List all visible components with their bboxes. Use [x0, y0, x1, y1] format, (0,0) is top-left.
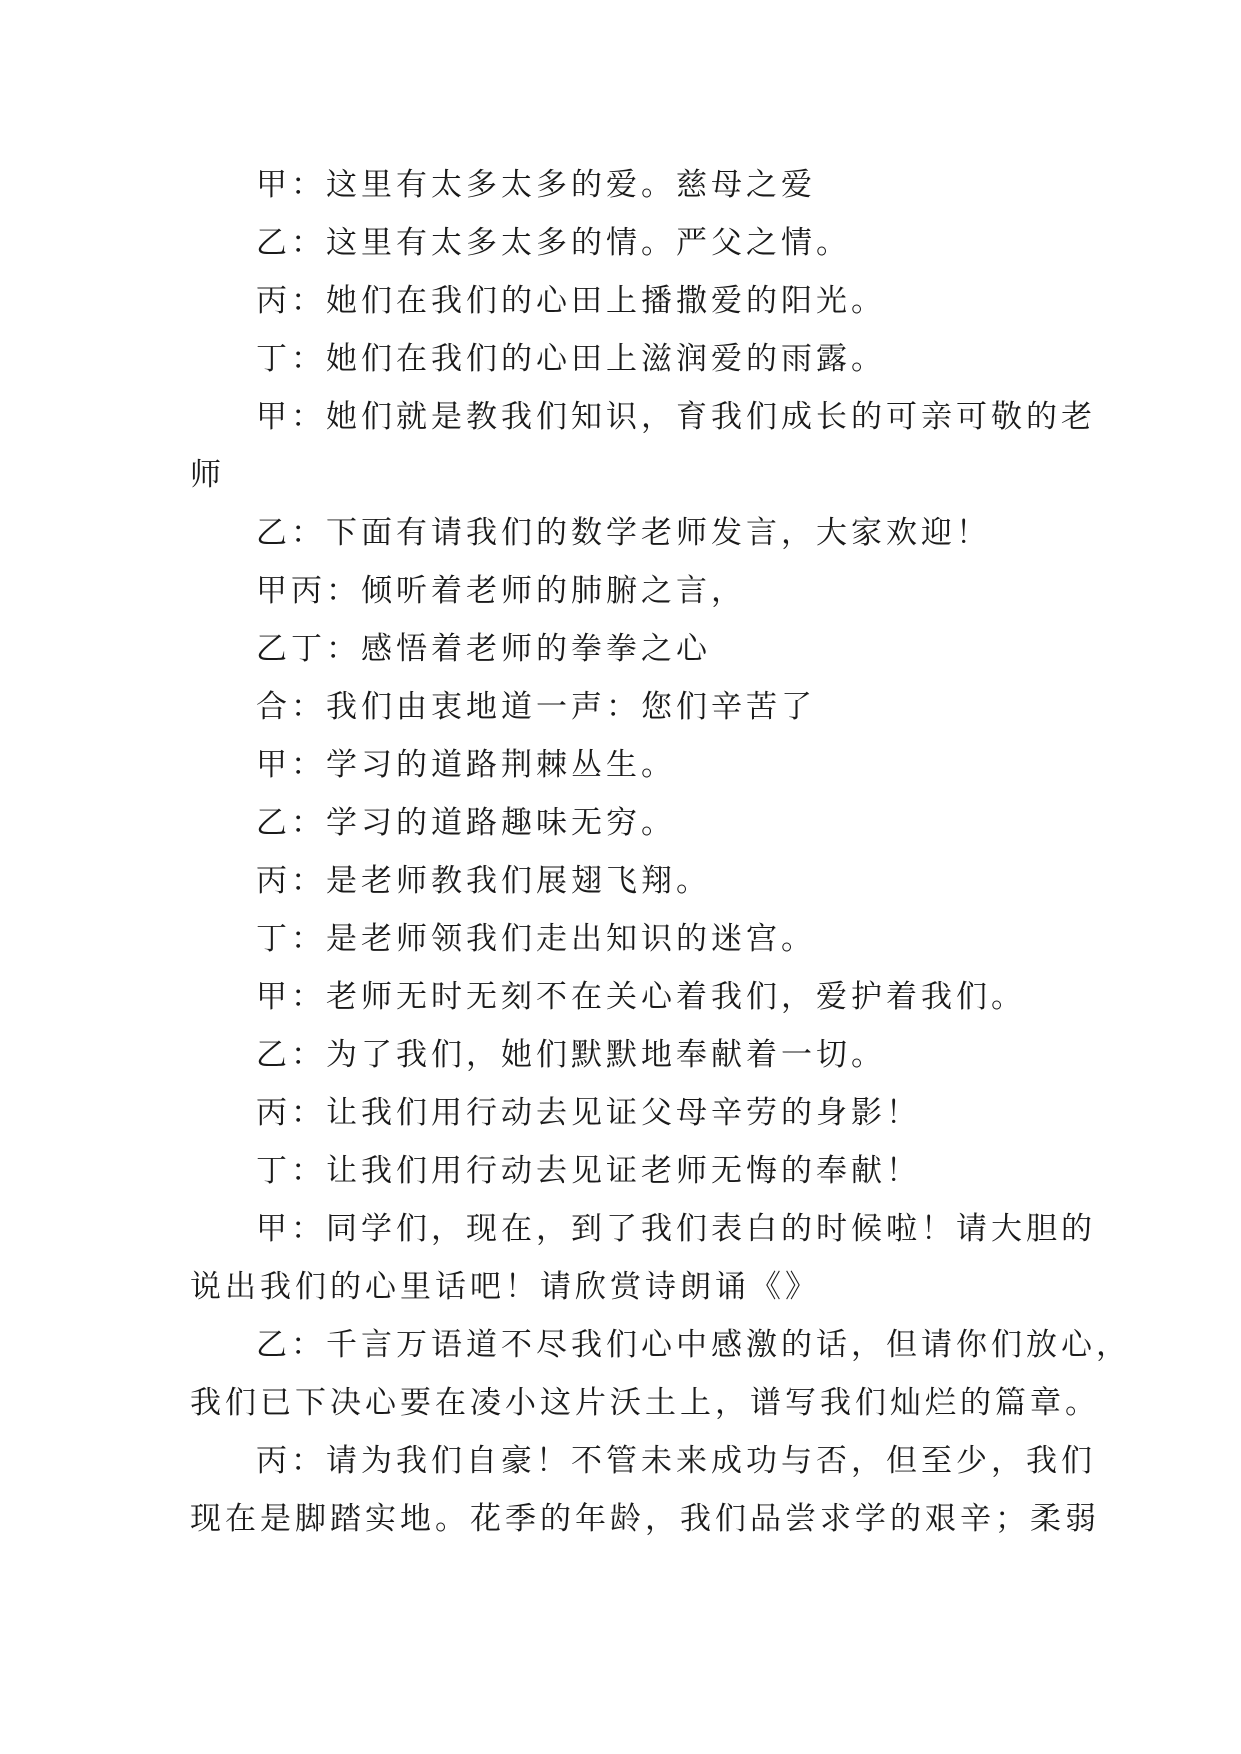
dialogue-line [190, 852, 1052, 910]
line-text: 甲：这里有太多太多的爱。慈母之爱 [256, 167, 816, 203]
line-text: 丙：是老师教我们展翅飞翔。 [256, 863, 711, 899]
line-text: 乙：下面有请我们的数学老师发言，大家欢迎！ [256, 515, 991, 551]
line-continuation: 我们已下决心要在凌小这片沃土上，谱写我们灿烂的篇章。 [190, 1385, 1100, 1421]
line-text: 甲：老师无时无刻不在关心着我们，爱护着我们。 [256, 979, 1026, 1015]
dialogue-line [190, 1026, 1052, 1084]
dialogue-line [190, 1316, 1131, 1432]
line-text: 丙：让我们用行动去见证父母辛劳的身影！ [256, 1095, 921, 1131]
dialogue-line [190, 910, 1052, 968]
dialogue-line [190, 736, 1052, 794]
dialogue-line [190, 1432, 1100, 1548]
dialogue-line [190, 968, 1052, 1026]
line-text: 丙：请为我们自豪！不管未来成功与否，但至少，我们 [256, 1443, 1096, 1479]
line-text: 丙：她们在我们的心田上播撒爱的阳光。 [256, 283, 886, 319]
dialogue-line [190, 620, 1052, 678]
dialogue-line [190, 214, 1052, 272]
document-body [190, 156, 1131, 1548]
line-text: 甲丙：倾听着老师的肺腑之言， [256, 573, 746, 609]
line-text: 甲：她们就是教我们知识，育我们成长的可亲可敬的老 [256, 399, 1096, 435]
dialogue-line [190, 1142, 1052, 1200]
dialogue-line [190, 1200, 1096, 1316]
dialogue-line [190, 504, 1052, 562]
line-text: 乙：为了我们，她们默默地奉献着一切。 [256, 1037, 886, 1073]
line-text: 乙：千言万语道不尽我们心中感激的话，但请你们放心， [256, 1327, 1131, 1363]
line-text: 乙：这里有太多太多的情。严父之情。 [256, 225, 851, 261]
line-text: 丁：让我们用行动去见证老师无悔的奉献！ [256, 1153, 921, 1189]
line-continuation: 现在是脚踏实地。花季的年龄，我们品尝求学的艰辛；柔弱 [190, 1501, 1100, 1537]
line-text: 甲：同学们，现在，到了我们表白的时候啦！请大胆的 [256, 1211, 1096, 1247]
dialogue-line [190, 156, 1052, 214]
line-continuation: 师 [190, 457, 225, 493]
line-text: 丁：她们在我们的心田上滋润爱的雨露。 [256, 341, 886, 377]
dialogue-line [190, 272, 1052, 330]
dialogue-line [190, 1084, 1052, 1142]
line-text: 合：我们由衷地道一声：您们辛苦了 [256, 689, 816, 725]
dialogue-line [190, 794, 1052, 852]
line-text: 乙：学习的道路趣味无穷。 [256, 805, 676, 841]
dialogue-line [190, 562, 1052, 620]
line-text: 乙丁：感悟着老师的拳拳之心 [256, 631, 711, 667]
line-text: 甲：学习的道路荆棘丛生。 [256, 747, 676, 783]
line-continuation: 说出我们的心里话吧！请欣赏诗朗诵《》 [190, 1269, 820, 1305]
dialogue-line [190, 678, 1052, 736]
dialogue-line [190, 388, 1096, 504]
dialogue-line [190, 330, 1052, 388]
line-text: 丁：是老师领我们走出知识的迷宫。 [256, 921, 816, 957]
